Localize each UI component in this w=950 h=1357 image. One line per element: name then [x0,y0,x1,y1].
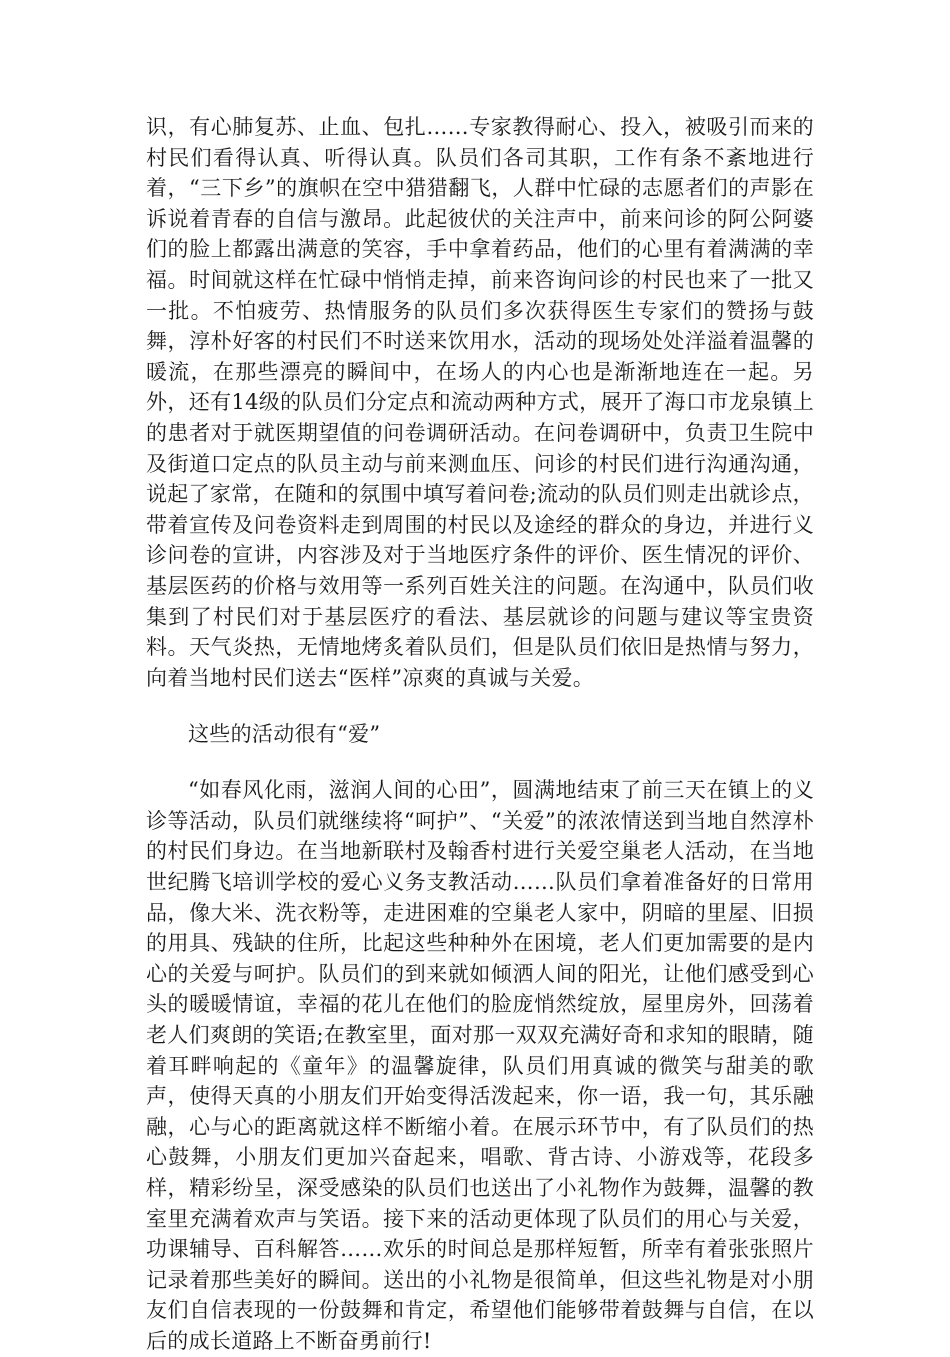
body-paragraph-continued: 识，有心肺复苏、止血、包扎……专家教得耐心、投入，被吸引而来的村民们看得认真、听得认真。队员们各司其职，工作有条不紊地进行着，“三下乡”的旗帜在空中猎猎翻飞，人群中忙碌的志愿者们的声影在诉说着青春的自信与激昂。此起彼伏的关注声中，前来问诊的阿公阿婆们的脸上都露出满意的笑容，手中拿着药品，他们的心里有着满满的幸福。时间就这样在忙碌中悄悄走掉，前来咨询问诊的村民也来了一批又一批。不怕疲劳、热情服务的队员们多次获得医生专家们的赞扬与鼓舞，淳朴好客的村民们不时送来饮用水，活动的现场处处洋溢着温馨的暖流，在那些漂亮的瞬间中，在场人的内心也是渐渐地连在一起。另外，还有14级的队员们分定点和流动两种方式，展开了海口市龙泉镇上的患者对于就医期望值的问卷调研活动。在问卷调研中，负责卫生院中及街道口定点的队员主动与前来测血压、问诊的村民们进行沟通沟通，说起了家常，在随和的氛围中填写着问卷;流动的队员们则走出就诊点，带着宣传及问卷资料走到周围的村民以及途经的群众的身边，并进行义诊问卷的宣讲，内容涉及对于当地医疗条件的评价、医生情况的评价、基层医药的价格与效用等一系列百姓关注的问题。在沟通中，队员们收集到了村民们对于基层医疗的看法、基层就诊的问题与建议等宝贵资料。天气炎热，无情地烤炙着队员们，但是队员们依旧是热情与努力，向着当地村民们送去“医样”凉爽的真诚与关爱。 [146,115,814,690]
section-heading: 这些的活动很有“爱” [188,722,381,747]
body-paragraph: “如春风化雨，滋润人间的心田”，圆满地结束了前三天在镇上的义诊等活动，队员们就继续将“呵护”、“关爱”的浓浓情送到当地自然淳朴的村民们身边。在当地新联村及翰香村进行关爱空巢老人活动，在当地世纪腾飞培训学校的爱心义务支教活动……队员们拿着准备好的日常用品，像大米、洗衣粉等，走进困难的空巢老人家中，阴暗的里屋、旧损的用具、残缺的住所，比起这些种种外在困境，老人们更加需要的是内心的关爱与呵护。队员们的到来就如倾洒人间的阳光，让他们感受到心头的暖暖情谊，幸福的花儿在他们的脸庞悄然绽放，屋里房外，回荡着老人们爽朗的笑语;在教室里，面对那一双双充满好奇和求知的眼睛，随着耳畔响起的《童年》的温馨旋律，队员们用真诚的微笑与甜美的歌声，使得天真的小朋友们开始变得活泼起来，你一语，我一句，其乐融融，心与心的距离就这样不断缩小着。在展示环节中，有了队员们的热心鼓舞，小朋友们更加兴奋起来，唱歌、背古诗、小游戏等，花段多样，精彩纷呈，深受感染的队员们也送出了小礼物作为鼓舞，温馨的教室里充满着欢声与笑语。接下来的活动更体现了队员们的用心与关爱，功课辅导、百科解答……欢乐的时间总是那样短暂，所幸有着张张照片记录着那些美好的瞬间。送出的小礼物是很简单，但这些礼物是对小朋友们自信表现的一份鼓舞和肯定，希望他们能够带着鼓舞与自信，在以后的成长道路上不断奋勇前行! [146,778,814,1353]
document-page [146,112,814,1357]
